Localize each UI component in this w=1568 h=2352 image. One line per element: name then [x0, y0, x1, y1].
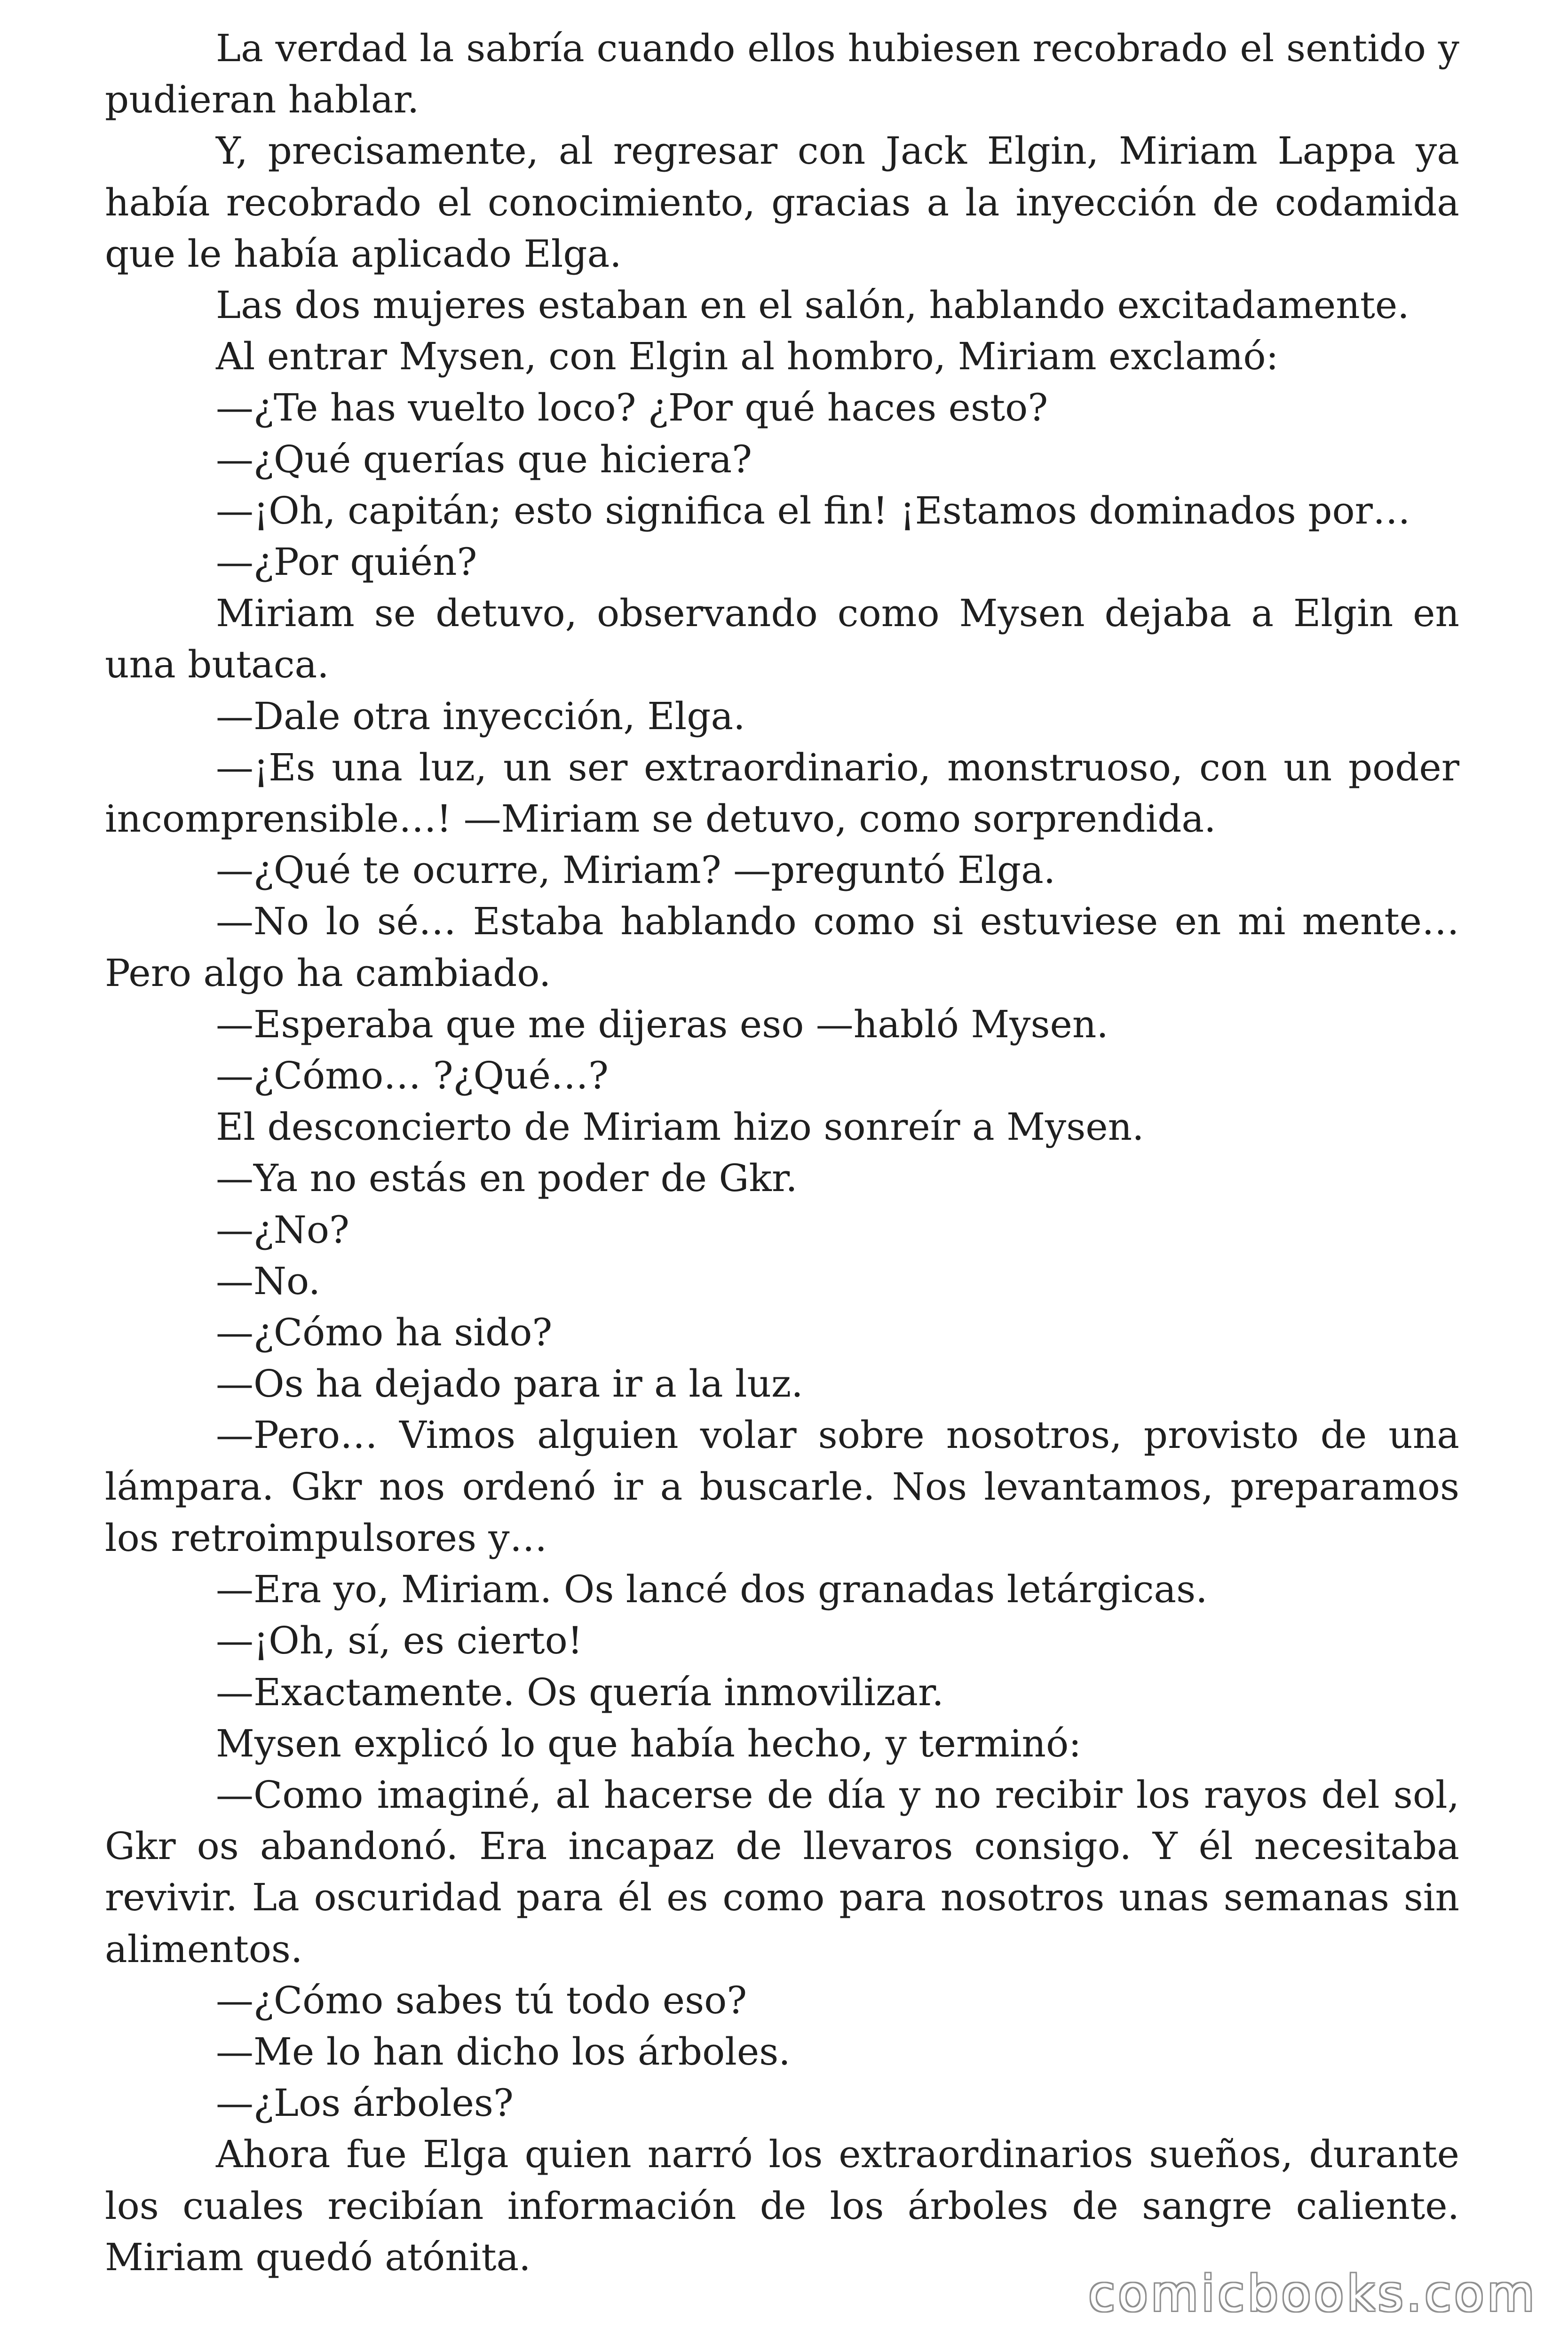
- dialogue-line: —¿Cómo… ?¿Qué…?: [216, 1054, 609, 1098]
- dialogue-line: —¿Los árboles?: [216, 2081, 514, 2125]
- paragraph: Ahora fue Elga quien narró los extraordinarios sueños, durante los cuales recibían información de los árboles de sangre caliente. Miriam quedó atónita.: [105, 2132, 1459, 2279]
- dialogue-line: —¿Te has vuelto loco? ¿Por qué haces esto?: [216, 386, 1048, 430]
- paragraph: Al entrar Mysen, con Elgin al hombro, Miriam exclamó:: [216, 334, 1279, 379]
- dialogue-line: —¡Oh, sí, es cierto!: [216, 1619, 583, 1663]
- dialogue-line: —Era yo, Miriam. Os lancé dos granadas letárgicas.: [216, 1567, 1208, 1612]
- dialogue-line: —¿Cómo ha sido?: [216, 1311, 553, 1355]
- paragraph: Mysen explicó lo que había hecho, y terminó:: [216, 1721, 1082, 1765]
- dialogue-line: —Os ha dejado para ir a la luz.: [216, 1362, 803, 1406]
- book-page-text: [105, 23, 1459, 2283]
- dialogue-line: —Esperaba que me dijeras eso —habló Mysen.: [216, 1002, 1109, 1046]
- paragraph: La verdad la sabría cuando ellos hubiesen recobrado el sentido y pudieran hablar.: [105, 26, 1459, 122]
- dialogue-line: —¡Es una luz, un ser extraordinario, monstruoso, con un poder incomprensible…! —Miriam se detuvo, como sorprendida.: [105, 745, 1459, 841]
- dialogue-line: —¿Qué querías que hiciera?: [216, 437, 752, 481]
- dialogue-line: —No lo sé… Estaba hablando como si estuviese en mi mente… Pero algo ha cambiado.: [105, 899, 1459, 995]
- paragraph: Miriam se detuvo, observando como Mysen dejaba a Elgin en una butaca.: [105, 591, 1459, 687]
- dialogue-line: —Exactamente. Os quería inmovilizar.: [216, 1670, 944, 1714]
- dialogue-line: —¿No?: [216, 1208, 349, 1252]
- paragraph: Y, precisamente, al regresar con Jack Elgin, Miriam Lappa ya había recobrado el conocimiento, gracias a la inyección de codamida que le había aplicado Elga.: [105, 129, 1459, 276]
- dialogue-line: —Dale otra inyección, Elga.: [216, 694, 745, 738]
- dialogue-line: —Ya no estás en poder de Gkr.: [216, 1156, 798, 1200]
- watermark: comicbooks.com: [1088, 2265, 1537, 2322]
- paragraph: Las dos mujeres estaban en el salón, hablando excitadamente.: [216, 283, 1410, 327]
- dialogue-line: —Me lo han dicho los árboles.: [216, 2029, 791, 2074]
- dialogue-line: —Como imaginé, al hacerse de día y no recibir los rayos del sol, Gkr os abandonó. Era incapaz de llevaros consigo. Y él necesitaba revivir. La oscuridad para él es como para nosotros unas semanas sin alimentos.: [105, 1772, 1459, 1971]
- dialogue-line: —¿Cómo sabes tú todo eso?: [216, 1978, 747, 2022]
- dialogue-line: —¿Qué te ocurre, Miriam? —preguntó Elga.: [216, 848, 1056, 892]
- dialogue-line: —Pero… Vimos alguien volar sobre nosotros, provisto de una lámpara. Gkr nos ordenó ir a buscarle. Nos levantamos, preparamos los retroimpulsores y…: [105, 1413, 1459, 1560]
- dialogue-line: —No.: [216, 1259, 321, 1303]
- dialogue-line: —¿Por quién?: [216, 540, 477, 584]
- paragraph: El desconcierto de Miriam hizo sonreír a Mysen.: [216, 1105, 1144, 1149]
- dialogue-line: —¡Oh, capitán; esto significa el fin! ¡Estamos dominados por…: [216, 488, 1410, 532]
